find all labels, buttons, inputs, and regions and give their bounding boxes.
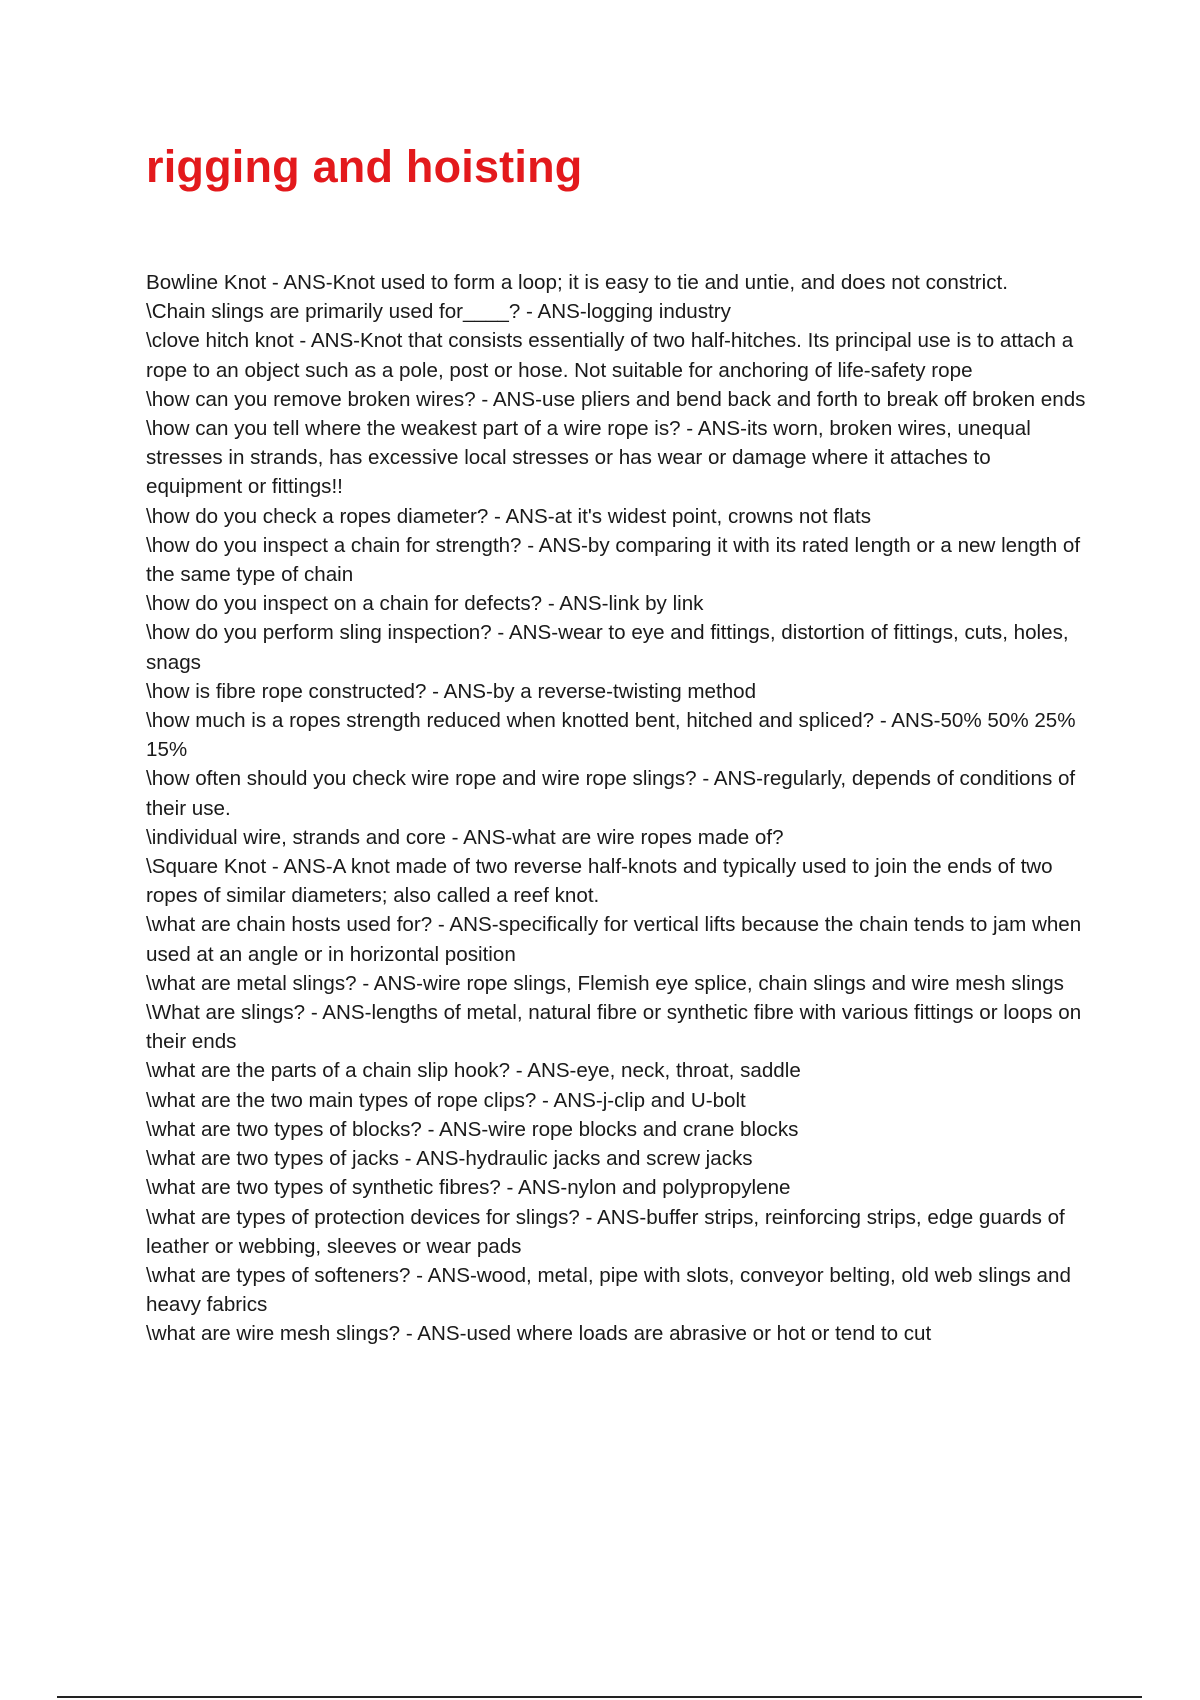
list-item: \what are two types of synthetic fibres? - ANS-nylon and polypropylene (146, 1176, 791, 1200)
list-item: \clove hitch knot - ANS-Knot that consists essentially of two half-hitches. Its principal use is to attach a rope to an object such as a pole, post or hose. Not suitable for anchoring of life-safety rope (146, 329, 1074, 382)
list-item: \how much is a ropes strength reduced when knotted bent, hitched and spliced? - ANS-50% 50% 25% 15% (146, 709, 1076, 762)
list-item: \how is fibre rope constructed? - ANS-by a reverse-twisting method (146, 679, 757, 703)
list-item: \what are the two main types of rope clips? - ANS-j-clip and U-bolt (146, 1088, 746, 1112)
list-item: \what are two types of blocks? - ANS-wire rope blocks and crane blocks (146, 1117, 799, 1141)
list-item: \how can you tell where the weakest part of a wire rope is? - ANS-its worn, broken wires, unequal stresses in strands, has excessive local stresses or has wear or damage where it attaches to equipment or fittings!! (146, 417, 1031, 499)
list-item: \what are chain hosts used for? - ANS-specifically for vertical lifts because the chain tends to jam when used at an angle or in horizontal position (146, 913, 1082, 966)
list-item: \how do you inspect on a chain for defects? - ANS-link by link (146, 592, 704, 616)
entry-list (146, 268, 1086, 1349)
list-item: \Square Knot - ANS-A knot made of two reverse half-knots and typically used to join the ends of two ropes of similar diameters; also called a reef knot. (146, 855, 1053, 908)
list-item: \individual wire, strands and core - ANS-what are wire ropes made of? (146, 825, 784, 849)
footer-divider (57, 1696, 1142, 1698)
list-item: \how do you inspect a chain for strength? - ANS-by comparing it with its rated length or a new length of the same type of chain (146, 533, 1081, 587)
list-item: \how do you check a ropes diameter? - ANS-at it's widest point, crowns not flats (146, 504, 872, 528)
list-item: Bowline Knot - ANS-Knot used to form a loop; it is easy to tie and untie, and does not constrict. (146, 271, 1008, 294)
list-item: \what are types of softeners? - ANS-wood, metal, pipe with slots, conveyor belting, old web slings and heavy fabrics (146, 1263, 1071, 1317)
list-item: \Chain slings are primarily used for____? - ANS-logging industry (146, 300, 731, 324)
list-item: \what are wire mesh slings? - ANS-used where loads are abrasive or hot or tend to cut (146, 1322, 932, 1346)
list-item: \how often should you check wire rope and wire rope slings? - ANS-regularly, depends of conditions of their use. (146, 767, 1076, 820)
list-item: \what are two types of jacks - ANS-hydraulic jacks and screw jacks (146, 1147, 753, 1171)
list-item: \how do you perform sling inspection? - ANS-wear to eye and fittings, distortion of fittings, cuts, holes, snags (146, 621, 1069, 674)
list-item: \What are slings? - ANS-lengths of metal, natural fibre or synthetic fibre with various fittings or loops on their ends (146, 1001, 1082, 1054)
list-item: \what are the parts of a chain slip hook? - ANS-eye, neck, throat, saddle (146, 1059, 801, 1083)
page-title: rigging and hoisting (146, 141, 583, 192)
list-item: \what are metal slings? - ANS-wire rope slings, Flemish eye splice, chain slings and wire mesh slings (146, 971, 1064, 995)
list-item: \how can you remove broken wires? - ANS-use pliers and bend back and forth to break off broken ends (146, 387, 1086, 411)
list-item: \what are types of protection devices for slings? - ANS-buffer strips, reinforcing strips, edge guards of leather or webbing, sleeves or wear pads (146, 1205, 1065, 1258)
